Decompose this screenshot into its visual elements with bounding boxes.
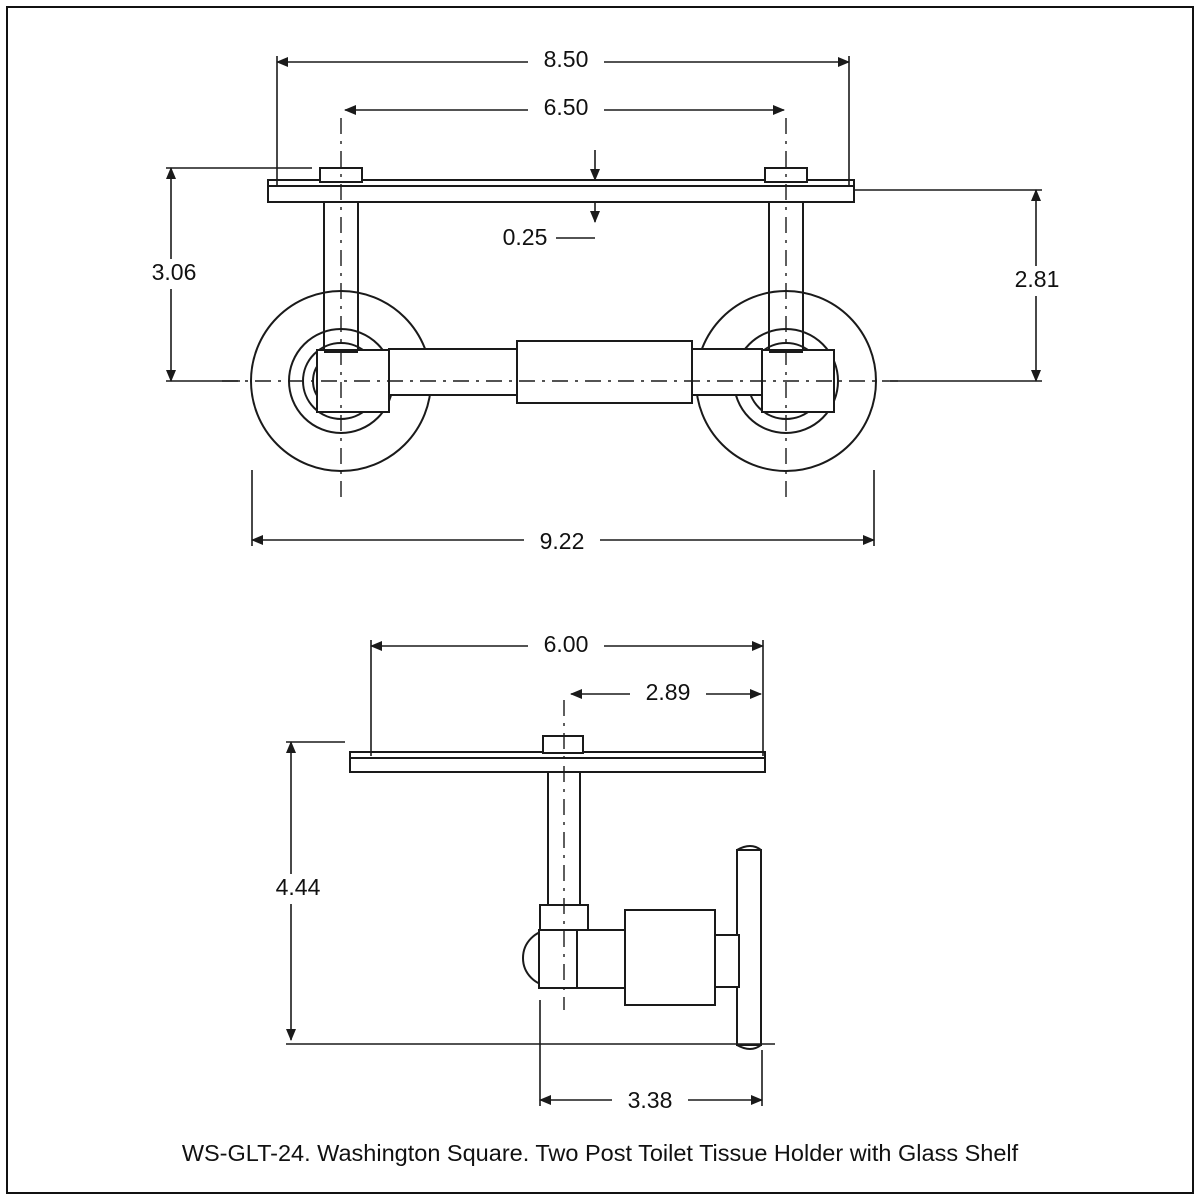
- dim-shelf-thickness: 0.25: [502, 224, 548, 251]
- dim-overall-length: 9.22: [539, 528, 585, 555]
- side-view-dimensions: [286, 640, 775, 1106]
- dim-post-offset: 2.89: [645, 679, 691, 706]
- front-view-dimensions: [166, 56, 1042, 546]
- dim-bracket-depth: 3.38: [627, 1087, 673, 1114]
- dim-overall-height: 4.44: [275, 874, 321, 901]
- drawing-caption: WS-GLT-24. Washington Square. Two Post Toilet Tissue Holder with Glass Shelf: [181, 1140, 1019, 1167]
- dim-shelf-depth: 6.00: [543, 631, 589, 658]
- dim-height-right: 2.81: [1014, 266, 1060, 293]
- dim-height-left: 3.06: [151, 259, 197, 286]
- dim-post-spacing: 6.50: [543, 94, 589, 121]
- dim-overall-width: 8.50: [543, 46, 589, 73]
- side-view-geometry: [350, 700, 765, 1049]
- front-view-geometry: [222, 118, 905, 500]
